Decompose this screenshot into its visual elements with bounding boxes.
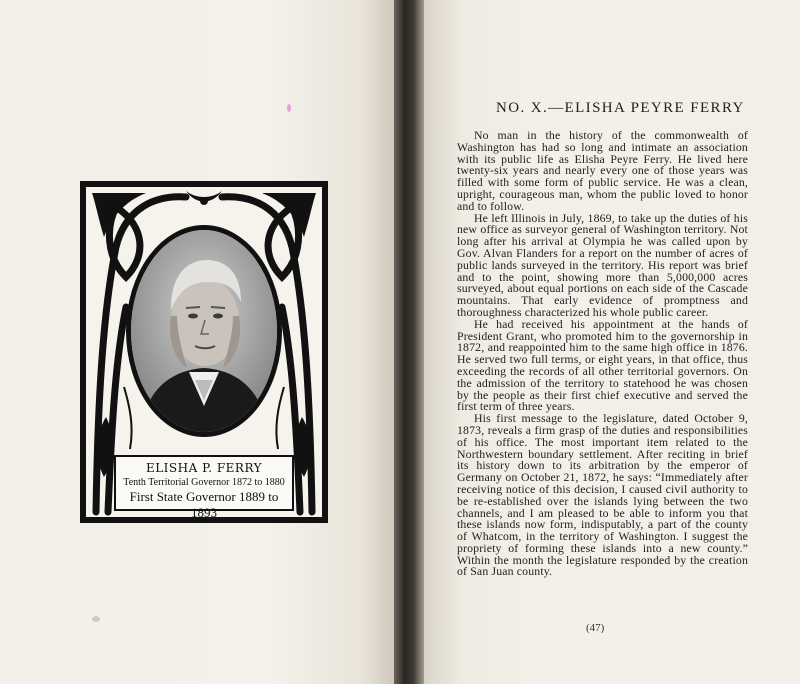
- caption-territorial-term: Tenth Territorial Governor 1872 to 1880: [123, 477, 285, 488]
- governor-portrait: [126, 225, 282, 437]
- portrait-caption: [114, 455, 294, 520]
- portrait-plate: [80, 181, 328, 523]
- page-number: (47): [586, 622, 605, 634]
- portrait-illustration: [131, 230, 277, 432]
- caption-name: ELISHA P. FERRY: [145, 461, 263, 475]
- left-page: [0, 0, 394, 684]
- plate-frame: [86, 187, 322, 520]
- stain: [92, 616, 100, 622]
- caption-state-term: First State Governor 1889 to 1893: [129, 489, 279, 520]
- chapter-body: [457, 130, 748, 578]
- paragraph: His first message to the legislature, dated October 9, 1873, reveals a firm grasp of the duties and responsibilities of his office. The most important item related to the Northwestern boundary settlement. After reciting in brief its history down to its arbitration by the emperor of Germany on October 21, 1872, he says: “Immediately after receiving notice of this decision, I caused civil authority to be re-established over the islands lying between the two channels, and I am pleased to be able to inform you that these islands now form, indisputably, a part of the county of Whatcom, in the territory of Washington. I suggest the propriety of forming these islands into a new county.” Within the month the legislature responded by the creation of San Juan county.: [457, 411, 748, 579]
- book-gutter: [394, 0, 424, 684]
- paragraph: No man in the history of the commonwealth of Washington has had so long and intimate an association with its public life as Elisha Peyre Ferry. He lived here twenty-six years and nearly every one of those years was filled with some form of public service. He was a clean, upright, courageous man, whom the public loved to honor and to follow.: [457, 128, 748, 213]
- ink-smudge: [287, 104, 291, 112]
- paragraph: He had received his appointment at the hands of President Grant, who promoted him to the governorship in 1872, and reappointed him to the same high office in 1876. He served two full terms, or eight years, in that office, thus exceeding the records of all other territorial governors. On the admission of the territory to statehood he was chosen by the people as their first chief executive and served the first term of three years.: [457, 316, 748, 414]
- chapter-heading: NO. X.—ELISHA PEYRE FERRY: [496, 100, 745, 116]
- paragraph: He left Illinois in July, 1869, to take up the duties of his new office as surveyor general of Washington territory. Not long after his arrival at Olympia he was called upon by Gov. Alvan Flanders for a report on the number of acres of public lands surveyed in the territory. His report was brief and to the point, showing more than 5,000,000 acres surveyed, about equal portions on each side of the Cascade mountains. That early evidence of promptness and thoroughness characterized his whole public career.: [457, 210, 748, 319]
